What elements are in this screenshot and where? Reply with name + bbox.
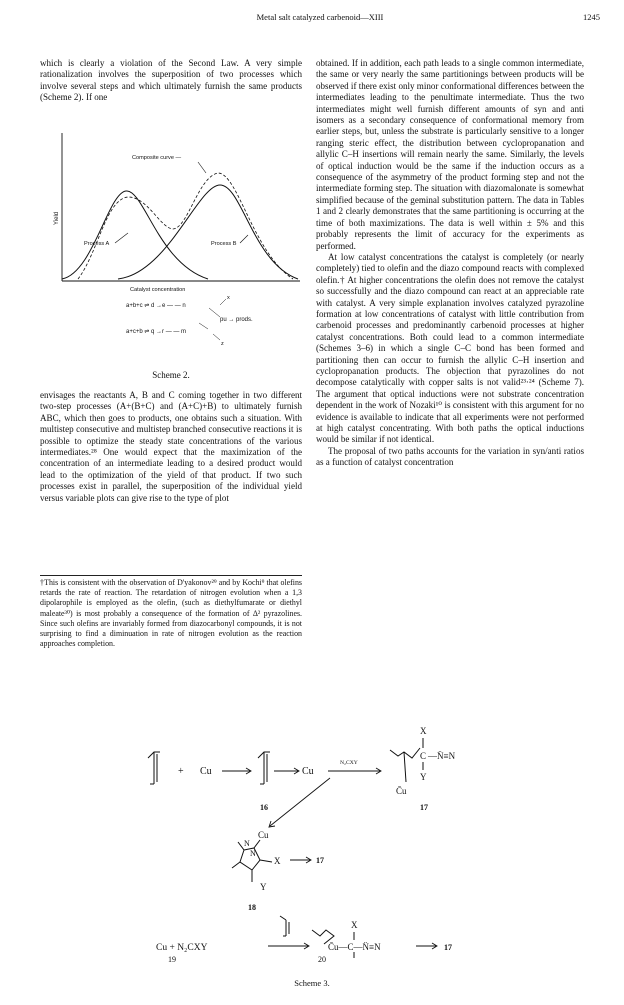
process-b-curve [118, 185, 298, 279]
left-column-top [40, 58, 302, 104]
x-label-18: X [274, 856, 281, 866]
arrow-to-18 [270, 778, 330, 826]
cu-n2cxy-reactants: Cu + N₂CXY [156, 943, 208, 953]
olefin-over-arrow [280, 916, 289, 936]
left-paragraph-1: which is clearly a violation of the Second Law. A very simple rationalization involves the superposition of two processes which involve several steps and which ultimately furnish the same products (Scheme 2). If one [40, 58, 302, 103]
compound-17-label: 17 [420, 803, 428, 812]
x-label-20: X [351, 920, 358, 930]
right-paragraph-1: obtained. If in addition, each path leads to a single common intermediate, the same or very nearly the same partitionings between products will be observed if there exist only minor conformational differences between the intermediates leading to the penultimate intermediate. Thus the two intermediates might well furnish different amounts of syn and anti isomers as a secondary consequence of conformational memory from earlier steps, but, unless the substrate is particularly sensitive to a longer ranging steric effect, the distribution between cyclopropanation and allylic C–H insertions will remain nearly the same. Similarly, the levels of optical induction would be the same if the induction occurs as a consequence of the asymmetry of the product forming step and not the intermediate forming step. The situation with diazomalonate is somewhat simplified because of the geminal substitution pattern. The data in Tables 1 and 2 clearly demonstrates that the same partitioning is occurring at the time of both maximizations. The data is well within ± 5% and this probably represents the limit of accuracy for the experiments as performed. [316, 58, 584, 251]
equation-1: a+b+c ⇌ d →e — — n [126, 303, 186, 309]
page-number: 1245 [583, 12, 600, 22]
left-column-bottom [40, 390, 302, 504]
z-mark: z [221, 341, 224, 347]
compound-20-label: 20 [318, 955, 326, 964]
structure-17 [390, 738, 423, 782]
n-label-18a: N [244, 839, 250, 848]
compound-19-label: 19 [168, 955, 176, 964]
scheme-3-figure [140, 722, 510, 962]
right-paragraph-3: The proposal of two paths accounts for the variation in syn/anti ratios as a function of catalyst concentration [316, 445, 584, 468]
branch-1-down [209, 308, 220, 317]
olefin-16b [258, 752, 270, 784]
compound-18-label: 18 [248, 903, 256, 912]
process-b-label: Process B [211, 241, 237, 247]
process-a-arrow [115, 233, 128, 243]
compound-17-label-c: 17 [444, 943, 452, 952]
running-title: Metal salt catalyzed carbenoid—XIII [256, 12, 384, 22]
n2cxy-reagent-1: N₂CXY [340, 760, 358, 766]
olefin-16a [148, 752, 160, 784]
process-a-label: Process A [84, 241, 110, 247]
c-label-17: C [420, 751, 427, 761]
footnote: †This is consistent with the observation of D'yakonov²⁹ and by Kochi⁹ that olefins retards the rate of reaction. The retardation of nitrogen evolution when a 1,3 dipolarophile is employed as the olefin, (such as diethylfumarate or diethyl maleate³⁰) is most probably a consequence of the formation of Δ² pyrazolines. Since such olefins are invariably formed from diazocarbonyl compounds, it is not surprising to find a diminuation in rate of nitrogen evolution as the reaction approaches completion. [40, 578, 302, 649]
process-a-curve [62, 191, 208, 279]
right-paragraph-2: At low catalyst concentrations the catalyst is completely (or nearly completely) tied to olefin and the diazo compound reacts with complexed olefin.† At higher concentrations the olefin does not remove the catalyst so successfully and the diazo compound can react at an appreciable rate with catalyst. A very simple explanation involves catalyzed pyrazoline formation at low concentrations of catalyst with little contribution from carbenoid processes and predominantly carbenoid processes at higher catalyst concentrations. Both could lead to a common intermediate (Schemes 3–6) in which a single C–C bond has been formed and partitioning then can occur to furnish the allylic C–H insertion and cyclopropanation products. The objection that pyrazolines do not decompose catalytically with copper salts is not valid²³·²⁴ (Scheme 7). The argument that optical inductions were not substrate concentration dependent in the work of Nozaki¹⁰ is consistent with this argument for no evidence is available to indicate that all experiments were not performed at high catalyst concentrating. With both paths the optical inductions would be similar if not identical. [316, 251, 584, 445]
composite-label: Composite curve — [132, 155, 182, 161]
branch-2-down [213, 334, 220, 340]
y-label-17: Y [420, 772, 427, 782]
cu-label-1: Cu [200, 766, 212, 777]
composite-curve [78, 173, 293, 279]
process-b-arrow [240, 235, 248, 243]
scheme-3-caption: Scheme 3. [294, 978, 330, 988]
structure-18 [232, 840, 272, 882]
x-mark: x [227, 295, 230, 301]
running-header [40, 12, 600, 22]
cu-label-2: Cu [302, 766, 314, 777]
cu-c-diazo-20: C̄u—C—N̈≡N [328, 942, 381, 952]
x-axis-label: Catalyst concentration [130, 287, 186, 293]
x-label-17: X [420, 726, 427, 736]
cu-label-18: Cu [258, 830, 269, 840]
pu-products: pu → prods. [220, 317, 253, 323]
left-paragraph-2: envisages the reactants A, B and C coming together in two different two-step processes (A+(B+C) and (A+C)+B) to ultimately furnish ABC, which then goes to products, one obtains such a situation. With multistep consecutive and multistep branched consecutive reactions it is possible to optimize the steady state concentrations of the various intermediates.²⁸ One would expect that the maximization of the concentration of an intermediate leading to a desired product would lead to the optimization of the yield of that product. If two such processes exist in parallel, the superposition of the individual yield versus variable plots can give rise to the type of plot [40, 390, 302, 503]
plus-sign-1: + [178, 766, 184, 777]
n-label-18b: N [250, 849, 256, 858]
compound-16-label: 16 [260, 803, 268, 812]
diazo-label-17: —N̈≡N [428, 751, 456, 761]
cu-label-17: C̄u [396, 786, 407, 796]
y-axis-label: Yield [54, 211, 60, 225]
branch-1-up [220, 299, 226, 305]
compound-17-label-b: 17 [316, 856, 324, 865]
right-column [316, 58, 584, 469]
footnote-rule [40, 575, 302, 576]
branch-2-up [199, 323, 208, 329]
scheme-2-caption: Scheme 2. [152, 370, 190, 380]
y-label-18: Y [260, 882, 267, 892]
scheme-2-figure [48, 133, 303, 368]
equation-2: a+c+b ⇌ q →r — — m [126, 329, 187, 335]
composite-arrow [198, 162, 206, 173]
